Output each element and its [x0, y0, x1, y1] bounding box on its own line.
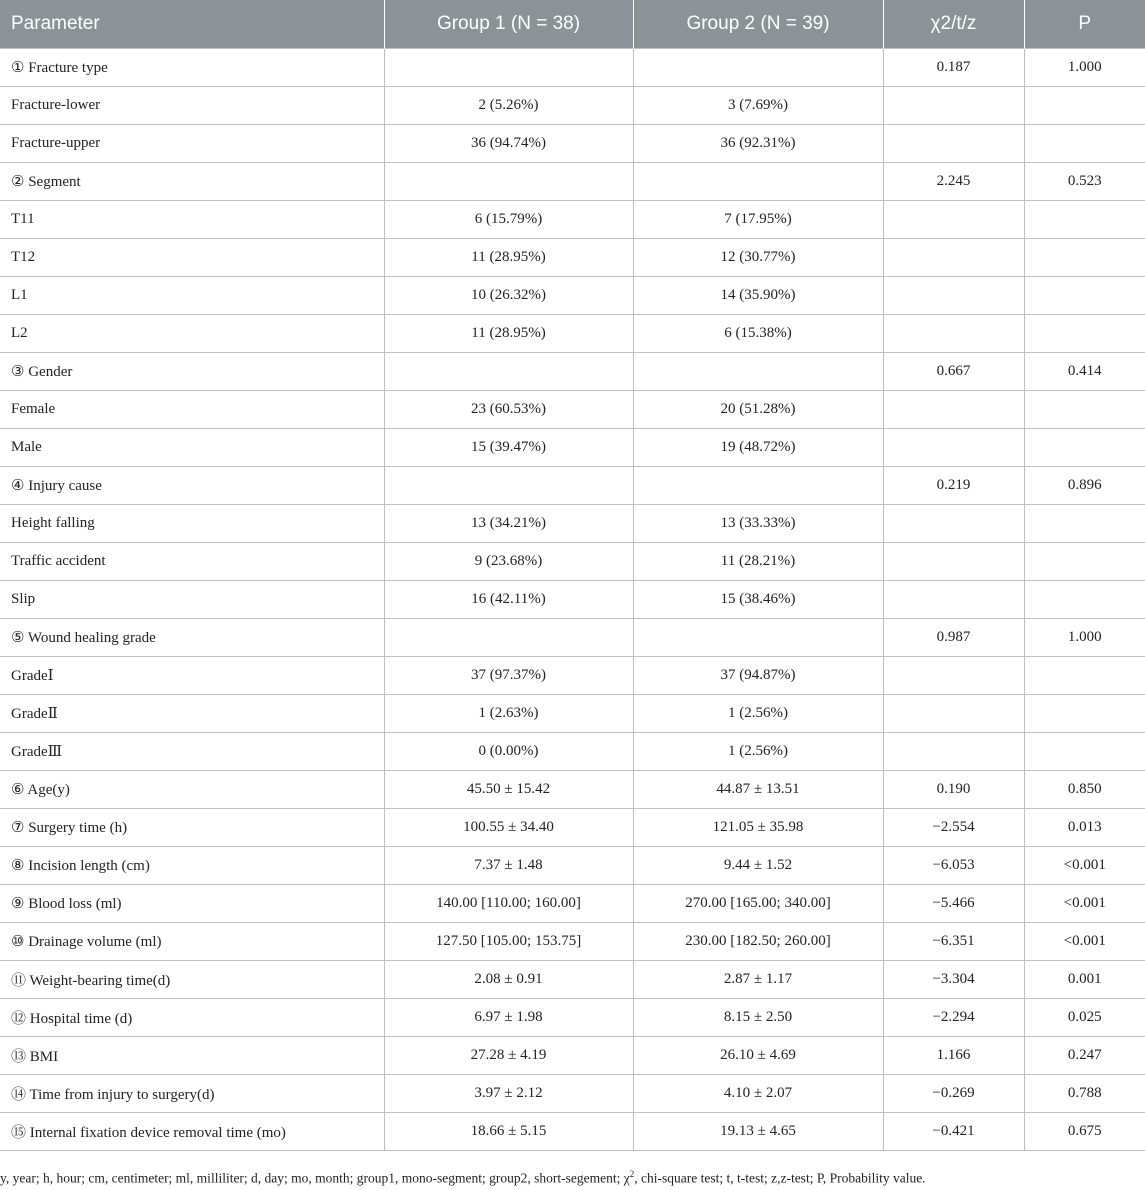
group-2-cell: 230.00 [182.50; 260.00] [633, 923, 883, 961]
p-value-cell: 0.896 [1024, 467, 1145, 505]
parameter-cell: T11 [0, 201, 384, 239]
group-2-cell: 3 (7.69%) [633, 87, 883, 125]
group-1-cell: 13 (34.21%) [384, 505, 633, 543]
p-value-cell [1024, 581, 1145, 619]
table-footnote [0, 1169, 1145, 1187]
statistic-cell: 1.166 [883, 1037, 1024, 1075]
group-1-cell: 2 (5.26%) [384, 87, 633, 125]
table-row [0, 543, 1145, 581]
group-2-cell: 4.10 ± 2.07 [633, 1075, 883, 1113]
group-1-cell: 1 (2.63%) [384, 695, 633, 733]
parameter-cell: Female [0, 391, 384, 429]
statistic-cell: −2.554 [883, 809, 1024, 847]
table-row [0, 923, 1145, 961]
group-2-cell [633, 163, 883, 201]
p-value-cell: 0.414 [1024, 353, 1145, 391]
group-2-cell: 8.15 ± 2.50 [633, 999, 883, 1037]
group-2-cell: 19.13 ± 4.65 [633, 1113, 883, 1151]
p-value-cell [1024, 87, 1145, 125]
group-1-cell [384, 353, 633, 391]
statistic-cell: −5.466 [883, 885, 1024, 923]
group-1-cell: 11 (28.95%) [384, 239, 633, 277]
group-2-cell: 9.44 ± 1.52 [633, 847, 883, 885]
table-row [0, 657, 1145, 695]
p-value-cell: <0.001 [1024, 885, 1145, 923]
parameter-cell: ⑦ Surgery time (h) [0, 809, 384, 847]
header-p-value: P [1024, 0, 1145, 49]
statistic-cell [883, 87, 1024, 125]
parameter-cell: GradeⅡ [0, 695, 384, 733]
table-row [0, 999, 1145, 1037]
p-value-cell [1024, 239, 1145, 277]
p-value-cell [1024, 429, 1145, 467]
statistic-cell [883, 239, 1024, 277]
parameter-cell: Male [0, 429, 384, 467]
table-row [0, 885, 1145, 923]
group-2-cell: 7 (17.95%) [633, 201, 883, 239]
p-value-cell: 1.000 [1024, 619, 1145, 657]
group-1-cell: 37 (97.37%) [384, 657, 633, 695]
p-value-cell: 0.001 [1024, 961, 1145, 999]
group-1-cell: 127.50 [105.00; 153.75] [384, 923, 633, 961]
p-value-cell [1024, 657, 1145, 695]
group-1-cell: 15 (39.47%) [384, 429, 633, 467]
statistic-cell: −6.053 [883, 847, 1024, 885]
p-value-cell: 0.523 [1024, 163, 1145, 201]
parameter-cell: ③ Gender [0, 353, 384, 391]
p-value-cell [1024, 125, 1145, 163]
group-1-cell: 10 (26.32%) [384, 277, 633, 315]
table-row [0, 315, 1145, 353]
header-statistic: χ2/t/z [883, 0, 1024, 49]
statistic-cell: −0.421 [883, 1113, 1024, 1151]
statistic-cell [883, 125, 1024, 163]
parameter-cell: ④ Injury cause [0, 467, 384, 505]
group-1-cell: 23 (60.53%) [384, 391, 633, 429]
group-1-cell: 11 (28.95%) [384, 315, 633, 353]
group-1-cell: 6.97 ± 1.98 [384, 999, 633, 1037]
table-row [0, 467, 1145, 505]
table-row [0, 961, 1145, 999]
parameter-cell: GradeⅢ [0, 733, 384, 771]
parameter-cell: T12 [0, 239, 384, 277]
group-2-cell [633, 467, 883, 505]
statistic-cell: 0.667 [883, 353, 1024, 391]
parameter-cell: ⑬ BMI [0, 1037, 384, 1075]
table-row [0, 1113, 1145, 1151]
table-body [0, 49, 1145, 1151]
p-value-cell [1024, 201, 1145, 239]
table-row [0, 277, 1145, 315]
p-value-cell: 0.675 [1024, 1113, 1145, 1151]
table-row [0, 847, 1145, 885]
group-2-cell: 121.05 ± 35.98 [633, 809, 883, 847]
p-value-cell: <0.001 [1024, 923, 1145, 961]
statistic-cell: 0.187 [883, 49, 1024, 87]
p-value-cell [1024, 505, 1145, 543]
parameter-cell: ⑤ Wound healing grade [0, 619, 384, 657]
table-row [0, 1075, 1145, 1113]
table-row [0, 505, 1145, 543]
table-row [0, 581, 1145, 619]
group-2-cell: 1 (2.56%) [633, 695, 883, 733]
group-2-cell: 14 (35.90%) [633, 277, 883, 315]
p-value-cell: 1.000 [1024, 49, 1145, 87]
group-1-cell: 16 (42.11%) [384, 581, 633, 619]
group-1-cell: 140.00 [110.00; 160.00] [384, 885, 633, 923]
statistic-cell: −2.294 [883, 999, 1024, 1037]
table-row [0, 239, 1145, 277]
group-2-cell [633, 619, 883, 657]
header-row [0, 0, 1145, 49]
parameter-cell: ② Segment [0, 163, 384, 201]
table-row [0, 49, 1145, 87]
group-1-cell: 6 (15.79%) [384, 201, 633, 239]
table-row [0, 87, 1145, 125]
group-2-cell: 15 (38.46%) [633, 581, 883, 619]
table-row [0, 619, 1145, 657]
statistic-cell [883, 429, 1024, 467]
group-1-cell [384, 619, 633, 657]
p-value-cell [1024, 277, 1145, 315]
group-2-cell: 44.87 ± 13.51 [633, 771, 883, 809]
table-row [0, 391, 1145, 429]
parameter-cell: ① Fracture type [0, 49, 384, 87]
p-value-cell: 0.247 [1024, 1037, 1145, 1075]
group-1-cell: 36 (94.74%) [384, 125, 633, 163]
statistic-cell [883, 505, 1024, 543]
table-row [0, 125, 1145, 163]
statistic-cell: 0.219 [883, 467, 1024, 505]
table-row [0, 353, 1145, 391]
group-2-cell: 270.00 [165.00; 340.00] [633, 885, 883, 923]
statistic-cell: −6.351 [883, 923, 1024, 961]
group-2-cell: 2.87 ± 1.17 [633, 961, 883, 999]
statistic-cell [883, 581, 1024, 619]
group-2-cell: 6 (15.38%) [633, 315, 883, 353]
header-group-2: Group 2 (N = 39) [633, 0, 883, 49]
parameter-cell: ⑧ Incision length (cm) [0, 847, 384, 885]
statistic-cell: 0.987 [883, 619, 1024, 657]
footnote-text: y, year; h, hour; cm, centimeter; ml, milliliter; d, day; mo, month; group1, mono-segment; group2, short-segement; χ [0, 1170, 630, 1186]
statistic-cell [883, 657, 1024, 695]
group-1-cell: 9 (23.68%) [384, 543, 633, 581]
group-2-cell: 12 (30.77%) [633, 239, 883, 277]
group-1-cell: 0 (0.00%) [384, 733, 633, 771]
statistic-cell: 0.190 [883, 771, 1024, 809]
parameter-cell: Slip [0, 581, 384, 619]
table-row [0, 429, 1145, 467]
p-value-cell: 0.850 [1024, 771, 1145, 809]
parameter-cell: ⑩ Drainage volume (ml) [0, 923, 384, 961]
p-value-cell [1024, 391, 1145, 429]
group-2-cell: 36 (92.31%) [633, 125, 883, 163]
parameter-cell: ⑭ Time from injury to surgery(d) [0, 1075, 384, 1113]
statistic-cell [883, 277, 1024, 315]
parameter-cell: L2 [0, 315, 384, 353]
statistic-cell [883, 543, 1024, 581]
footnote-text-end: , chi-square test; t, t-test; z,z-test; P, Probability value. [634, 1170, 926, 1186]
group-1-cell: 2.08 ± 0.91 [384, 961, 633, 999]
statistic-cell [883, 733, 1024, 771]
group-2-cell: 20 (51.28%) [633, 391, 883, 429]
group-2-cell: 13 (33.33%) [633, 505, 883, 543]
table-row [0, 201, 1145, 239]
group-1-cell: 7.37 ± 1.48 [384, 847, 633, 885]
group-1-cell [384, 49, 633, 87]
group-1-cell: 18.66 ± 5.15 [384, 1113, 633, 1151]
p-value-cell [1024, 733, 1145, 771]
table-row [0, 163, 1145, 201]
footnote-superscript: 2 [629, 1169, 635, 1179]
group-1-cell: 3.97 ± 2.12 [384, 1075, 633, 1113]
parameter-cell: Fracture-lower [0, 87, 384, 125]
p-value-cell [1024, 695, 1145, 733]
parameter-cell: ⑮ Internal fixation device removal time (mo) [0, 1113, 384, 1151]
table-row [0, 695, 1145, 733]
statistic-cell [883, 201, 1024, 239]
parameter-cell: ⑫ Hospital time (d) [0, 999, 384, 1037]
p-value-cell [1024, 315, 1145, 353]
p-value-cell [1024, 543, 1145, 581]
table-row [0, 733, 1145, 771]
parameter-cell: L1 [0, 277, 384, 315]
group-1-cell: 45.50 ± 15.42 [384, 771, 633, 809]
group-1-cell [384, 467, 633, 505]
group-1-cell: 27.28 ± 4.19 [384, 1037, 633, 1075]
group-2-cell [633, 353, 883, 391]
parameter-cell: ⑪ Weight-bearing time(d) [0, 961, 384, 999]
table-row [0, 771, 1145, 809]
parameter-cell: ⑨ Blood loss (ml) [0, 885, 384, 923]
p-value-cell: <0.001 [1024, 847, 1145, 885]
group-2-cell: 1 (2.56%) [633, 733, 883, 771]
p-value-cell: 0.013 [1024, 809, 1145, 847]
group-1-cell: 100.55 ± 34.40 [384, 809, 633, 847]
statistic-cell [883, 695, 1024, 733]
group-2-cell: 37 (94.87%) [633, 657, 883, 695]
group-2-cell: 19 (48.72%) [633, 429, 883, 467]
statistic-cell [883, 391, 1024, 429]
group-2-cell: 26.10 ± 4.69 [633, 1037, 883, 1075]
parameter-cell: ⑥ Age(y) [0, 771, 384, 809]
header-group-1: Group 1 (N = 38) [384, 0, 633, 49]
parameter-cell: GradeⅠ [0, 657, 384, 695]
statistic-cell: 2.245 [883, 163, 1024, 201]
p-value-cell: 0.788 [1024, 1075, 1145, 1113]
group-2-cell [633, 49, 883, 87]
p-value-cell: 0.025 [1024, 999, 1145, 1037]
table-row [0, 809, 1145, 847]
parameter-cell: Height falling [0, 505, 384, 543]
table-row [0, 1037, 1145, 1075]
statistic-cell: −0.269 [883, 1075, 1024, 1113]
group-1-cell [384, 163, 633, 201]
parameter-cell: Fracture-upper [0, 125, 384, 163]
header-parameter: Parameter [0, 0, 384, 49]
parameter-cell: Traffic accident [0, 543, 384, 581]
statistic-cell [883, 315, 1024, 353]
group-2-cell: 11 (28.21%) [633, 543, 883, 581]
statistic-cell: −3.304 [883, 961, 1024, 999]
